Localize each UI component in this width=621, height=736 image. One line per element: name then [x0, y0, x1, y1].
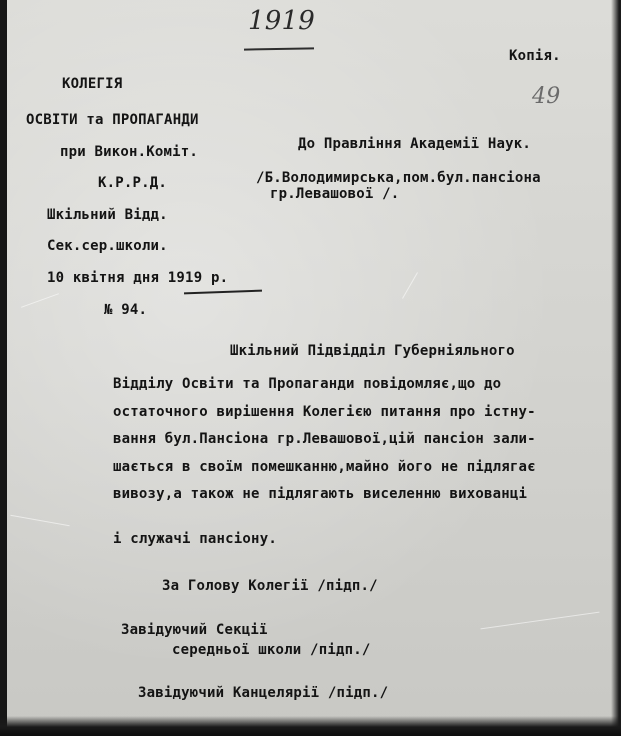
body-line: Відділу Освіти та Пропаганди повідомляє,що до: [113, 376, 502, 392]
scan-left-edge: [0, 0, 7, 736]
signature-line: Завідуючий Секції: [121, 622, 268, 638]
handwritten-year: 1919: [248, 6, 315, 36]
scan-scratch: [10, 515, 69, 526]
body-line: вивозу,а також не підлягають виселенню вихованці: [113, 486, 528, 502]
body-line: остаточного вирішення Колегією питання про істну-: [113, 404, 536, 420]
header-number: № 94.: [104, 302, 148, 318]
scan-right-edge: [611, 0, 621, 736]
scan-bottom-edge: [0, 716, 621, 736]
signature-line: За Голову Колегії /підп./: [162, 578, 378, 594]
body-line: і служачі пансіону.: [113, 531, 277, 547]
addressee-line: /Б.Володимирська,пом.бул.пансіона: [256, 170, 541, 186]
body-line: шається в своїм помешканню,майно його не підлягає: [113, 459, 536, 475]
header-line: КОЛЕГІЯ: [62, 76, 123, 92]
scan-scratch: [21, 293, 59, 308]
signature-line: середньої школи /підп./: [172, 642, 371, 658]
copy-mark: Копія.: [509, 48, 561, 64]
addressee-line: До Правління Академії Наук.: [298, 136, 531, 152]
date-underline: [184, 290, 262, 295]
header-line: Шкільний Відд.: [47, 207, 168, 223]
header-line: Сек.сер.школи.: [47, 238, 168, 254]
body-line: Шкільний Підвідділ Губерніяльного: [230, 343, 515, 359]
header-line: ОСВІТИ та ПРОПАГАНДИ: [26, 112, 199, 128]
folio-number: 49: [532, 84, 561, 109]
signature-line: Завідуючий Канцелярії /підп./: [138, 685, 389, 701]
header-line: К.Р.Р.Д.: [98, 175, 168, 191]
scan-scratch: [481, 612, 600, 630]
year-underline: [244, 47, 314, 50]
header-date: 10 квітня дня 1919 р.: [47, 270, 229, 286]
header-line: при Викон.Коміт.: [60, 144, 199, 160]
scan-scratch: [402, 272, 418, 298]
body-line: вання бул.Пансіона гр.Левашової,цій пансіон зали-: [113, 431, 536, 447]
addressee-line: гр.Левашової /.: [270, 186, 400, 202]
